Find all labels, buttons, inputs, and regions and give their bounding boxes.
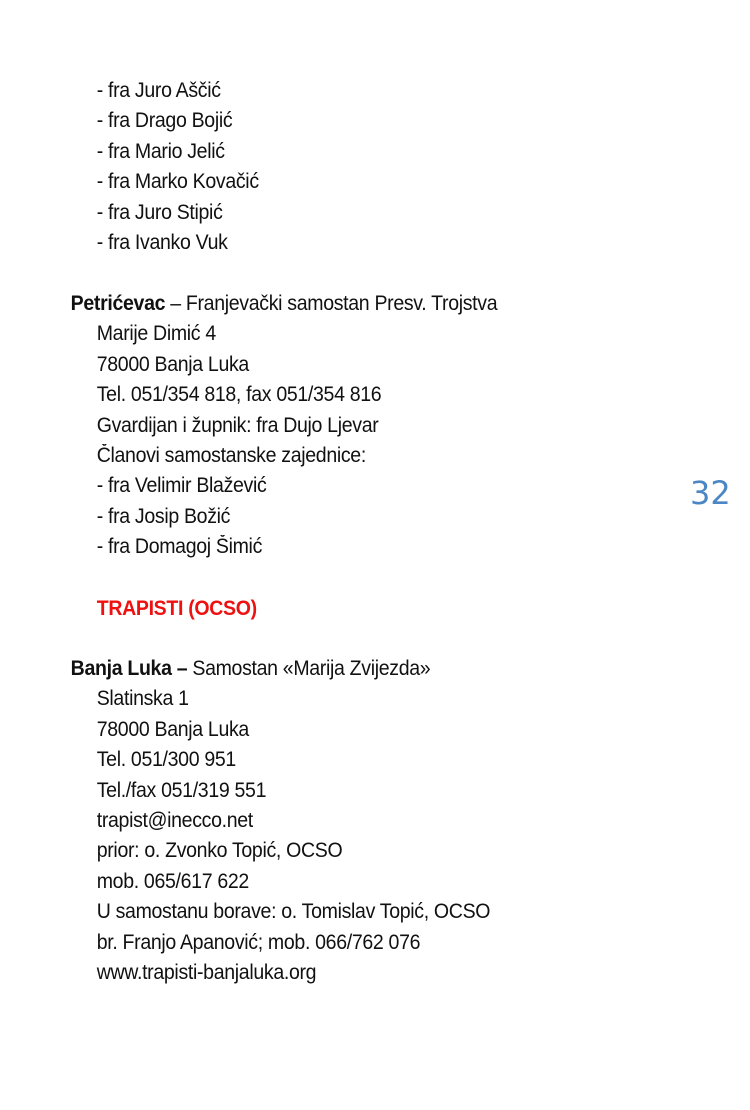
- brother-line: br. Franjo Apanović; mob. 066/762 076: [96, 930, 421, 954]
- page-number: 32: [690, 474, 731, 512]
- list-item: - fra Domagoj Šimić: [96, 535, 263, 559]
- website-line: www.trapisti-banjaluka.org: [96, 960, 317, 984]
- list-item: - fra Juro Aščić: [96, 79, 221, 102]
- list-item: - fra Marko Kovačić: [96, 170, 259, 194]
- prior-line: prior: o. Zvonko Topić, OCSO: [96, 839, 343, 863]
- entry-title: [0, 289, 632, 319]
- phone-line: Tel. 051/300 951: [96, 748, 236, 772]
- section-heading-block: [0, 594, 680, 624]
- mobile-line: mob. 065/617 622: [96, 869, 249, 893]
- list-item: - fra Velimir Blažević: [96, 474, 267, 498]
- city-line: 78000 Banja Luka: [96, 352, 249, 376]
- members-label: Članovi samostanske zajednice:: [96, 443, 366, 467]
- address-line: Marije Dimić 4: [96, 322, 216, 346]
- petricevac-entry: [0, 289, 680, 563]
- list-item: - fra Ivanko Vuk: [96, 230, 228, 254]
- banjaluka-entry: [0, 654, 680, 988]
- entry-title: [0, 654, 632, 684]
- email-line: trapist@inecco.net: [96, 808, 253, 832]
- entry-name: Banja Luka –: [70, 657, 188, 680]
- phone-line: Tel. 051/354 818, fax 051/354 816: [96, 383, 382, 407]
- city-line: 78000 Banja Luka: [96, 717, 249, 741]
- list-item: - fra Juro Stipić: [96, 200, 223, 224]
- list-item: - fra Drago Bojić: [96, 109, 233, 133]
- entry-title-rest: – Franjevački samostan Presv. Trojstva: [165, 292, 498, 315]
- fax-line: Tel./fax 051/319 551: [96, 778, 267, 802]
- section-heading: TRAPISTI (OCSO): [96, 597, 257, 620]
- guardian-line: Gvardijan i župnik: fra Dujo Ljevar: [96, 413, 379, 437]
- entry-name: Petrićevac: [70, 292, 166, 315]
- entry-title-rest: Samostan «Marija Zvijezda»: [187, 657, 431, 680]
- address-line: Slatinska 1: [96, 687, 189, 711]
- residents-line: U samostanu borave: o. Tomislav Topić, OCSO: [96, 900, 491, 924]
- friar-list-top: [0, 76, 680, 258]
- list-item: - fra Mario Jelić: [96, 139, 225, 163]
- list-item: - fra Josip Božić: [96, 504, 231, 528]
